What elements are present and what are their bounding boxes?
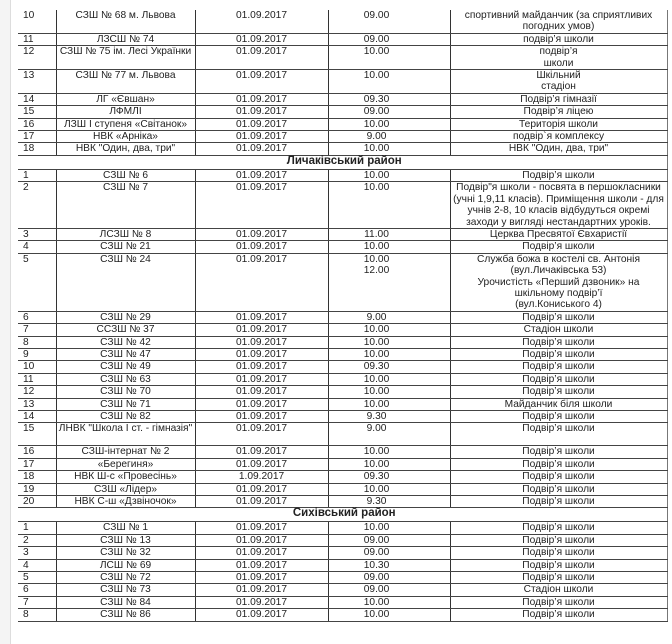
school-name-cell: НВК С-ш «Дзвіночок» bbox=[56, 496, 195, 508]
event-time-cell: 10.30 bbox=[328, 559, 450, 571]
event-date-cell: 01.09.2017 bbox=[195, 458, 328, 470]
school-name-cell: ЛГ «Євшан» bbox=[56, 93, 195, 105]
event-place-cell: Стадіон школи bbox=[450, 584, 667, 596]
document-page bbox=[10, 0, 672, 644]
row-number-cell: 15 bbox=[18, 106, 56, 118]
event-time-cell: 10.00 bbox=[328, 182, 450, 229]
row-number-cell: 10 bbox=[18, 10, 56, 33]
school-name-cell: СЗШ № 42 bbox=[56, 336, 195, 348]
event-date-cell: 01.09.2017 bbox=[195, 324, 328, 336]
row-number-cell: 6 bbox=[18, 311, 56, 323]
school-name-cell: СЗШ № 1 bbox=[56, 522, 195, 534]
event-time-cell: 10.00 bbox=[328, 596, 450, 608]
school-name-cell: СЗШ № 6 bbox=[56, 169, 195, 181]
table-row bbox=[18, 143, 667, 155]
row-number-cell: 19 bbox=[18, 483, 56, 495]
event-place-cell: Подвір’я школи bbox=[450, 496, 667, 508]
school-name-cell: СЗШ № 63 bbox=[56, 373, 195, 385]
event-place-cell: Подвір’я школи bbox=[450, 241, 667, 253]
row-number-cell: 12 bbox=[18, 386, 56, 398]
event-place-cell: Подвір’я школи bbox=[450, 348, 667, 360]
event-time-cell: 9.00 bbox=[328, 423, 450, 446]
row-number-cell: 13 bbox=[18, 398, 56, 410]
table-row bbox=[18, 118, 667, 130]
event-date-cell: 01.09.2017 bbox=[195, 336, 328, 348]
table-row bbox=[18, 609, 667, 621]
row-number-cell: 3 bbox=[18, 547, 56, 559]
table-row bbox=[18, 423, 667, 446]
district-title: Личаківський район bbox=[18, 155, 667, 169]
event-time-cell: 09.30 bbox=[328, 361, 450, 373]
event-place-cell: подвір’я школи bbox=[450, 46, 667, 70]
event-date-cell: 01.09.2017 bbox=[195, 169, 328, 181]
table-row bbox=[18, 458, 667, 470]
event-time-cell: 09.00 bbox=[328, 534, 450, 546]
table-row bbox=[18, 398, 667, 410]
school-name-cell: СЗШ № 71 bbox=[56, 398, 195, 410]
school-name-cell: ЛФМЛІ bbox=[56, 106, 195, 118]
event-date-cell: 01.09.2017 bbox=[195, 241, 328, 253]
event-time-cell: 09.00 bbox=[328, 10, 450, 33]
table-row bbox=[18, 361, 667, 373]
school-name-cell: СЗШ № 82 bbox=[56, 411, 195, 423]
event-place-cell: Церква Пресвятої Євхаристії bbox=[450, 228, 667, 240]
row-number-cell: 4 bbox=[18, 241, 56, 253]
table-row bbox=[18, 547, 667, 559]
school-name-cell: СЗШ № 72 bbox=[56, 572, 195, 584]
school-name-cell: СЗШ № 32 bbox=[56, 547, 195, 559]
event-time-cell: 09.00 bbox=[328, 584, 450, 596]
event-date-cell: 01.09.2017 bbox=[195, 446, 328, 458]
event-date-cell: 01.09.2017 bbox=[195, 131, 328, 143]
table-row bbox=[18, 348, 667, 360]
school-name-cell: СЗШ № 29 bbox=[56, 311, 195, 323]
school-name-cell: НВК "Один, два, три" bbox=[56, 143, 195, 155]
event-date-cell: 01.09.2017 bbox=[195, 373, 328, 385]
event-place-cell: Подвір’я школи bbox=[450, 559, 667, 571]
event-time-cell: 10.00 bbox=[328, 446, 450, 458]
event-time-cell: 10.00 bbox=[328, 348, 450, 360]
row-number-cell: 20 bbox=[18, 496, 56, 508]
event-date-cell: 01.09.2017 bbox=[195, 609, 328, 621]
school-name-cell: СЗШ № 84 bbox=[56, 596, 195, 608]
event-time-cell: 10.00 bbox=[328, 458, 450, 470]
event-date-cell: 01.09.2017 bbox=[195, 253, 328, 311]
school-name-cell: СЗШ № 75 ім. Лесі Українки bbox=[56, 46, 195, 70]
row-number-cell: 2 bbox=[18, 534, 56, 546]
table-row bbox=[18, 471, 667, 483]
event-place-cell: Подвір’я школи bbox=[450, 311, 667, 323]
event-time-cell: 10.00 bbox=[328, 336, 450, 348]
event-date-cell: 01.09.2017 bbox=[195, 596, 328, 608]
event-place-cell: Подвір’я школи bbox=[450, 169, 667, 181]
row-number-cell: 15 bbox=[18, 423, 56, 446]
row-number-cell: 13 bbox=[18, 70, 56, 94]
school-name-cell: «Берегиня» bbox=[56, 458, 195, 470]
event-place-cell: Подвір’я школи bbox=[450, 522, 667, 534]
event-time-cell: 09.30 bbox=[328, 93, 450, 105]
table-row bbox=[18, 386, 667, 398]
school-name-cell: ССЗШ № 37 bbox=[56, 324, 195, 336]
event-place-cell: Подвір’я школи bbox=[450, 471, 667, 483]
row-number-cell: 1 bbox=[18, 522, 56, 534]
event-date-cell: 01.09.2017 bbox=[195, 93, 328, 105]
table-row bbox=[18, 106, 667, 118]
table-row bbox=[18, 373, 667, 385]
event-place-cell: Подвір’я школи bbox=[450, 411, 667, 423]
event-place-cell: Подвір’я школи bbox=[450, 572, 667, 584]
row-number-cell: 8 bbox=[18, 336, 56, 348]
event-time-cell: 10.00 bbox=[328, 483, 450, 495]
school-name-cell: НВК «Арніка» bbox=[56, 131, 195, 143]
event-time-cell: 10.00 bbox=[328, 143, 450, 155]
event-place-cell: подвір’я школи bbox=[450, 33, 667, 45]
event-date-cell: 01.09.2017 bbox=[195, 584, 328, 596]
event-time-cell: 9.30 bbox=[328, 411, 450, 423]
table-row bbox=[18, 559, 667, 571]
table-row bbox=[18, 70, 667, 94]
event-time-cell: 10.00 12.00 bbox=[328, 253, 450, 311]
event-time-cell: 10.00 bbox=[328, 241, 450, 253]
table-row bbox=[18, 596, 667, 608]
school-name-cell: СЗШ «Лідер» bbox=[56, 483, 195, 495]
event-date-cell: 01.09.2017 bbox=[195, 496, 328, 508]
row-number-cell: 14 bbox=[18, 93, 56, 105]
event-place-cell: Служба божа в костелі св. Антонія (вул.Личаківська 53) Урочистість «Перший дзвоник» на шкільному подвір’ї (вул.Кониського 4) bbox=[450, 253, 667, 311]
event-date-cell: 01.09.2017 bbox=[195, 70, 328, 94]
school-name-cell: ЛЗСШ № 74 bbox=[56, 33, 195, 45]
school-name-cell: СЗШ № 21 bbox=[56, 241, 195, 253]
row-number-cell: 16 bbox=[18, 446, 56, 458]
school-name-cell: ЛЗШ І ступеня «Світанок» bbox=[56, 118, 195, 130]
table-row bbox=[18, 311, 667, 323]
table-row bbox=[18, 336, 667, 348]
table-row bbox=[18, 131, 667, 143]
event-place-cell: Подвір’я школи bbox=[450, 483, 667, 495]
event-date-cell: 01.09.2017 bbox=[195, 559, 328, 571]
row-number-cell: 3 bbox=[18, 228, 56, 240]
event-time-cell: 10.00 bbox=[328, 70, 450, 94]
event-place-cell: Подвір’я школи bbox=[450, 446, 667, 458]
school-name-cell: СЗШ № 24 bbox=[56, 253, 195, 311]
row-number-cell: 5 bbox=[18, 572, 56, 584]
event-place-cell: Подвір’я школи bbox=[450, 361, 667, 373]
district-header-row bbox=[18, 508, 667, 522]
event-date-cell: 1.09.2017 bbox=[195, 471, 328, 483]
school-name-cell: СЗШ № 70 bbox=[56, 386, 195, 398]
event-place-cell: Подвір’я школи bbox=[450, 547, 667, 559]
row-number-cell: 14 bbox=[18, 411, 56, 423]
event-date-cell: 01.09.2017 bbox=[195, 423, 328, 446]
event-date-cell: 01.09.2017 bbox=[195, 33, 328, 45]
event-time-cell: 10.00 bbox=[328, 324, 450, 336]
event-place-cell: Шкільний стадіон bbox=[450, 70, 667, 94]
event-place-cell: Територія школи bbox=[450, 118, 667, 130]
event-time-cell: 10.00 bbox=[328, 386, 450, 398]
event-date-cell: 01.09.2017 bbox=[195, 118, 328, 130]
event-date-cell: 01.09.2017 bbox=[195, 534, 328, 546]
school-name-cell: ЛНВК "Школа І ст. - гімназія" bbox=[56, 423, 195, 446]
event-date-cell: 01.09.2017 bbox=[195, 228, 328, 240]
schedule-table-body bbox=[18, 10, 667, 621]
event-date-cell: 01.09.2017 bbox=[195, 386, 328, 398]
district-title: Сихівський район bbox=[18, 508, 667, 522]
schedule-table bbox=[18, 10, 668, 622]
event-time-cell: 09.00 bbox=[328, 33, 450, 45]
row-number-cell: 2 bbox=[18, 182, 56, 229]
school-name-cell: СЗШ-інтернат № 2 bbox=[56, 446, 195, 458]
event-time-cell: 10.00 bbox=[328, 398, 450, 410]
table-row bbox=[18, 241, 667, 253]
school-name-cell: СЗШ № 86 bbox=[56, 609, 195, 621]
event-place-cell: Подвір’я школи bbox=[450, 534, 667, 546]
event-date-cell: 01.09.2017 bbox=[195, 348, 328, 360]
school-name-cell: СЗШ № 73 bbox=[56, 584, 195, 596]
event-place-cell: Подвір’я ліцею bbox=[450, 106, 667, 118]
row-number-cell: 8 bbox=[18, 609, 56, 621]
event-time-cell: 09.00 bbox=[328, 572, 450, 584]
row-number-cell: 4 bbox=[18, 559, 56, 571]
table-row bbox=[18, 33, 667, 45]
table-row bbox=[18, 483, 667, 495]
event-date-cell: 01.09.2017 bbox=[195, 361, 328, 373]
row-number-cell: 7 bbox=[18, 324, 56, 336]
table-row bbox=[18, 169, 667, 181]
row-number-cell: 18 bbox=[18, 143, 56, 155]
row-number-cell: 9 bbox=[18, 348, 56, 360]
row-number-cell: 11 bbox=[18, 373, 56, 385]
table-row bbox=[18, 228, 667, 240]
event-date-cell: 01.09.2017 bbox=[195, 572, 328, 584]
event-date-cell: 01.09.2017 bbox=[195, 143, 328, 155]
event-place-cell: Подвір’я школи bbox=[450, 609, 667, 621]
event-date-cell: 01.09.2017 bbox=[195, 106, 328, 118]
table-row bbox=[18, 572, 667, 584]
event-time-cell: 10.00 bbox=[328, 46, 450, 70]
table-row bbox=[18, 522, 667, 534]
event-date-cell: 01.09.2017 bbox=[195, 411, 328, 423]
row-number-cell: 16 bbox=[18, 118, 56, 130]
event-place-cell: спортивний майданчик (за сприятливих погодних умов) bbox=[450, 10, 667, 33]
table-row bbox=[18, 46, 667, 70]
event-place-cell: Подвір’я школи bbox=[450, 336, 667, 348]
event-time-cell: 10.00 bbox=[328, 373, 450, 385]
school-name-cell: СЗШ № 77 м. Львова bbox=[56, 70, 195, 94]
school-name-cell: ЛСШ № 69 bbox=[56, 559, 195, 571]
event-time-cell: 11.00 bbox=[328, 228, 450, 240]
school-name-cell: СЗШ № 68 м. Львова bbox=[56, 10, 195, 33]
row-number-cell: 11 bbox=[18, 33, 56, 45]
row-number-cell: 12 bbox=[18, 46, 56, 70]
event-date-cell: 01.09.2017 bbox=[195, 522, 328, 534]
event-date-cell: 01.09.2017 bbox=[195, 10, 328, 33]
event-time-cell: 9.00 bbox=[328, 311, 450, 323]
event-time-cell: 10.00 bbox=[328, 118, 450, 130]
event-time-cell: 09.00 bbox=[328, 547, 450, 559]
table-row bbox=[18, 93, 667, 105]
table-row bbox=[18, 324, 667, 336]
district-header-row bbox=[18, 155, 667, 169]
event-place-cell: Подвір"я школи - посвята в першокласники (учні 1,9,11 класів). Приміщення школи - для учнів 2-8, 10 класів відбудуться окремі заходи у вигляді нестандартних уроків. bbox=[450, 182, 667, 229]
event-time-cell: 10.00 bbox=[328, 522, 450, 534]
table-row bbox=[18, 446, 667, 458]
event-place-cell: Подвір’я школи bbox=[450, 458, 667, 470]
event-place-cell: Стадіон школи bbox=[450, 324, 667, 336]
row-number-cell: 6 bbox=[18, 584, 56, 596]
row-number-cell: 5 bbox=[18, 253, 56, 311]
row-number-cell: 7 bbox=[18, 596, 56, 608]
table-row bbox=[18, 253, 667, 311]
event-place-cell: Майданчик біля школи bbox=[450, 398, 667, 410]
table-row bbox=[18, 496, 667, 508]
row-number-cell: 17 bbox=[18, 131, 56, 143]
event-date-cell: 01.09.2017 bbox=[195, 547, 328, 559]
row-number-cell: 1 bbox=[18, 169, 56, 181]
event-date-cell: 01.09.2017 bbox=[195, 483, 328, 495]
event-time-cell: 9.00 bbox=[328, 131, 450, 143]
school-name-cell: НВК Ш-с «Провесінь» bbox=[56, 471, 195, 483]
school-name-cell: СЗШ № 49 bbox=[56, 361, 195, 373]
table-row bbox=[18, 584, 667, 596]
school-name-cell: СЗШ № 47 bbox=[56, 348, 195, 360]
row-number-cell: 17 bbox=[18, 458, 56, 470]
table-row bbox=[18, 411, 667, 423]
event-place-cell: НВК "Один, два, три" bbox=[450, 143, 667, 155]
event-place-cell: Подвір’я школи bbox=[450, 423, 667, 446]
school-name-cell: СЗШ № 7 bbox=[56, 182, 195, 229]
event-place-cell: Подвір’я школи bbox=[450, 386, 667, 398]
event-date-cell: 01.09.2017 bbox=[195, 398, 328, 410]
row-number-cell: 18 bbox=[18, 471, 56, 483]
event-place-cell: Подвір’я школи bbox=[450, 596, 667, 608]
event-date-cell: 01.09.2017 bbox=[195, 46, 328, 70]
event-place-cell: Подвір’я школи bbox=[450, 373, 667, 385]
event-time-cell: 10.00 bbox=[328, 609, 450, 621]
table-row bbox=[18, 10, 667, 33]
table-row bbox=[18, 534, 667, 546]
event-time-cell: 9.30 bbox=[328, 496, 450, 508]
event-time-cell: 10.00 bbox=[328, 169, 450, 181]
event-place-cell: подвір`я комплексу bbox=[450, 131, 667, 143]
event-time-cell: 09.00 bbox=[328, 106, 450, 118]
event-date-cell: 01.09.2017 bbox=[195, 311, 328, 323]
event-date-cell: 01.09.2017 bbox=[195, 182, 328, 229]
row-number-cell: 10 bbox=[18, 361, 56, 373]
table-row bbox=[18, 182, 667, 229]
event-time-cell: 09.30 bbox=[328, 471, 450, 483]
school-name-cell: СЗШ № 13 bbox=[56, 534, 195, 546]
event-place-cell: Подвір’я гімназії bbox=[450, 93, 667, 105]
school-name-cell: ЛСЗШ № 8 bbox=[56, 228, 195, 240]
